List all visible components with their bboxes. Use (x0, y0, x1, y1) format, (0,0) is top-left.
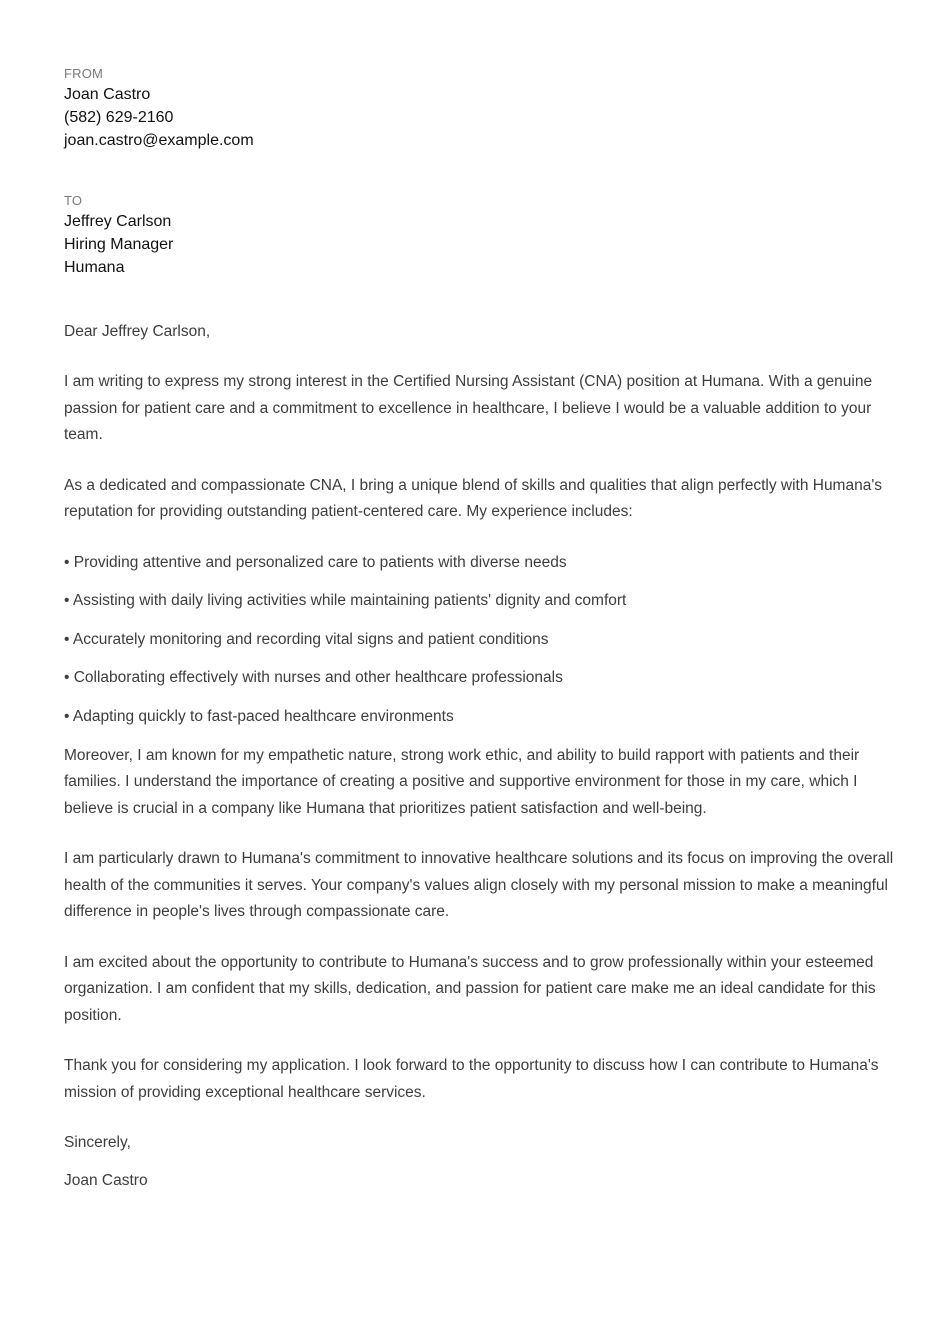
to-label: TO (64, 193, 83, 208)
thanks-paragraph: Thank you for considering my application. I look forward to the opportunity to discuss how I can contribute to Humana's mission of providing exceptional healthcare services. (64, 1057, 879, 1101)
letter-body (64, 319, 900, 1194)
salutation: Dear Jeffrey Carlson, (64, 323, 211, 340)
company-paragraph: I am particularly drawn to Humana's commitment to innovative healthcare solutions and its focus on improving the overall health of the communities it serves. Your company's values align closely with my personal mission to make a meaningful difference in people's lives through compassionate care. (64, 850, 894, 920)
recipient-company: Humana (64, 259, 125, 276)
traits-paragraph: Moreover, I am known for my empathetic nature, strong work ethic, and ability to build rapport with patients and their families. I understand the importance of creating a positive and supportive environment for those in my care, which I believe is crucial in a company like Humana that prioritizes patient satisfaction and well-being. (64, 746, 860, 817)
recipient-name: Jeffrey Carlson (64, 213, 172, 230)
sender-block (64, 65, 254, 152)
intro-paragraph: I am writing to express my strong interest in the Certified Nursing Assistant (CNA) position at Humana. With a genuine passion for patient care and a commitment to excellence in healthcare, I believe I would be a valuable addition to your team. (64, 373, 873, 443)
recipient-block (64, 192, 173, 279)
list-item: • Assisting with daily living activities while maintaining patients' dignity and comfort (64, 592, 627, 609)
experience-list (64, 550, 900, 730)
list-item: • Accurately monitoring and recording vital signs and patient conditions (64, 630, 549, 648)
sender-email: joan.castro@example.com (64, 132, 254, 149)
list-item: • Providing attentive and personalized care to patients with diverse needs (64, 553, 567, 571)
closing: Sincerely, (64, 1134, 131, 1151)
list-item: • Adapting quickly to fast-paced healthcare environments (64, 707, 454, 725)
list-item: • Collaborating effectively with nurses and other healthcare professionals (64, 669, 563, 686)
experience-intro-paragraph: As a dedicated and compassionate CNA, I bring a unique blend of skills and qualities that align perfectly with Humana's reputation for providing outstanding patient-centered care. My experience includes: (64, 476, 883, 520)
signature: Joan Castro (64, 1172, 148, 1189)
from-label: FROM (64, 66, 104, 81)
excited-paragraph: I am excited about the opportunity to contribute to Humana's success and to grow professionally within your esteemed organization. I am confident that my skills, dedication, and passion for patient care make me an ideal candidate for this position. (64, 953, 876, 1024)
sender-phone: (582) 629-2160 (64, 109, 174, 126)
recipient-title: Hiring Manager (64, 236, 174, 253)
sender-name: Joan Castro (64, 86, 151, 103)
